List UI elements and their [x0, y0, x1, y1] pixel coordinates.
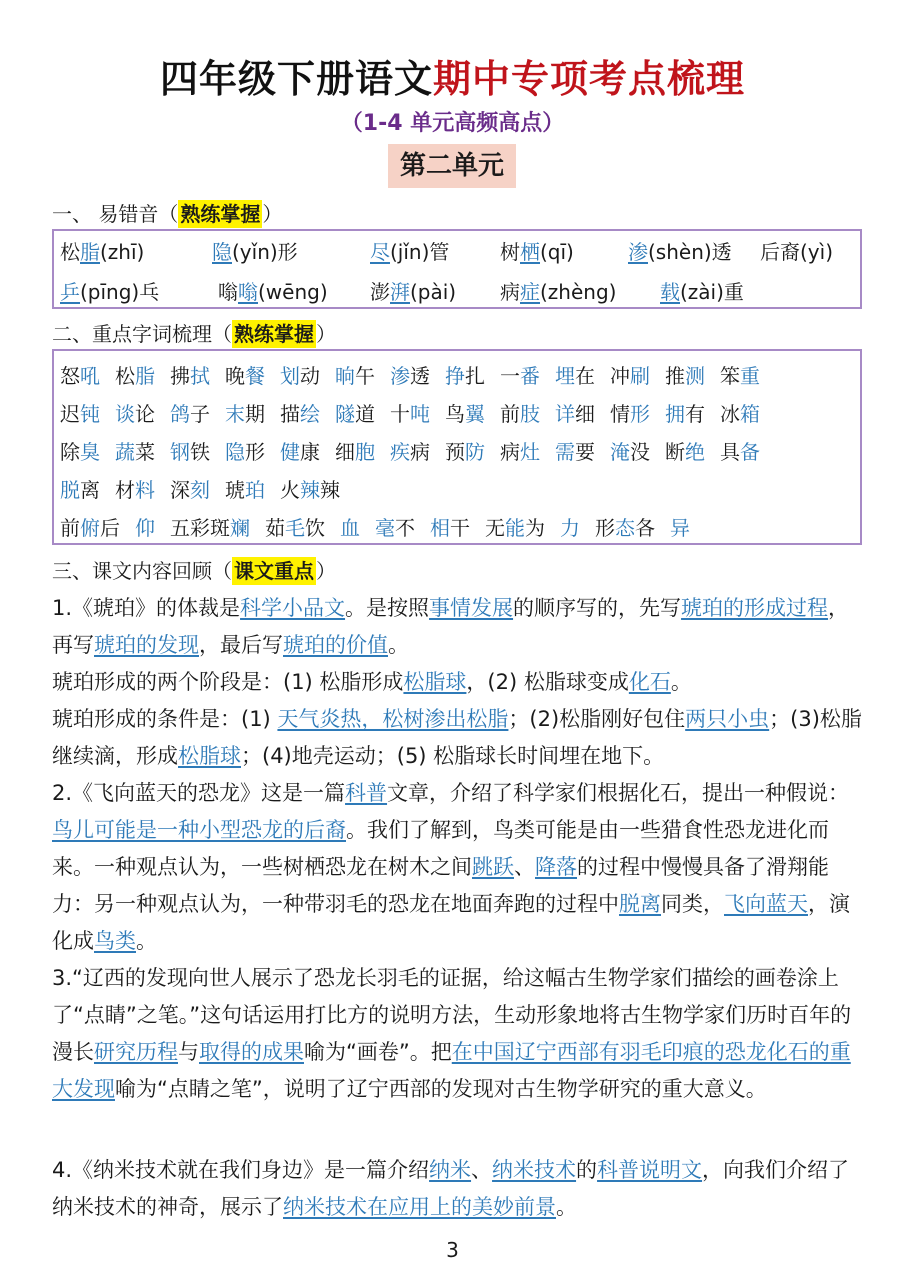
- pronunciation-item: [370, 236, 449, 265]
- pronunciation-item: [660, 276, 744, 305]
- section-2-heading: [52, 318, 336, 347]
- vocabulary-key-char: 淹: [610, 440, 630, 464]
- title-part-2: 期中专项考点梳理: [433, 56, 746, 101]
- vocabulary-row: [60, 360, 775, 389]
- vocabulary-text: 菜: [135, 440, 155, 464]
- vocabulary-key-char: 测: [685, 364, 705, 388]
- vocabulary-text: 五彩斑: [170, 516, 230, 540]
- vocabulary-text: 松: [115, 364, 135, 388]
- vocabulary-key-char: 毛: [285, 516, 305, 540]
- vocabulary-text: 要: [575, 440, 595, 464]
- pronunciation-key-char: 载: [660, 280, 680, 304]
- pronunciation-item: [370, 276, 456, 305]
- vocabulary-word: [170, 398, 210, 427]
- paragraph-text: ；(4)地壳运动；(5) 松脂球长时间埋在地下。: [241, 744, 665, 768]
- vocabulary-text: 辣: [320, 478, 340, 502]
- vocabulary-word: [115, 436, 155, 465]
- vocabulary-key-char: 珀: [245, 478, 265, 502]
- vocabulary-word: [115, 474, 155, 503]
- pronunciation-text: 病: [500, 280, 520, 304]
- vocabulary-word: [445, 360, 485, 389]
- pronunciation-item: [760, 236, 833, 265]
- vocabulary-key-char: 绘: [300, 402, 320, 426]
- vocabulary-key-char: 刷: [630, 364, 650, 388]
- vocabulary-text: 离: [80, 478, 100, 502]
- vocabulary-text: 病: [500, 440, 520, 464]
- vocabulary-key-char: 划: [280, 364, 300, 388]
- vocabulary-word: [170, 512, 250, 541]
- vocabulary-text: 冰: [720, 402, 740, 426]
- vocabulary-key-char: 仰: [135, 516, 155, 540]
- key-phrase: 降落: [535, 855, 577, 879]
- vocabulary-key-char: 晌: [335, 364, 355, 388]
- vocabulary-word: [135, 512, 155, 541]
- pronunciation-item: [60, 276, 159, 305]
- vocabulary-key-char: 挣: [445, 364, 465, 388]
- review-paragraph: [52, 701, 862, 775]
- vocabulary-key-char: 健: [280, 440, 300, 464]
- section-3-highlight: 课文重点: [234, 559, 314, 583]
- paragraph-text: ，最后写: [199, 633, 283, 657]
- paragraph-text: 。是按照: [345, 596, 430, 620]
- paragraph-text: 的顺序写的，先写: [513, 596, 682, 620]
- vocabulary-row: [60, 474, 355, 503]
- pronunciation-text: (zhèng): [540, 280, 617, 304]
- vocabulary-word: [280, 474, 340, 503]
- vocabulary-word: [720, 436, 760, 465]
- vocabulary-text: 晚: [225, 364, 245, 388]
- vocabulary-text: 饮: [305, 516, 325, 540]
- vocabulary-word: [445, 436, 485, 465]
- section-3-label: 三、课文内容回顾（: [52, 559, 232, 583]
- vocabulary-text: 除: [60, 440, 80, 464]
- pronunciation-text: (zhī): [100, 240, 145, 264]
- paragraph-text: 3.“辽西的发现向世人展示了恐龙长羽毛的证据，给这幅古生物学家们描绘的画卷涂上了“点睛”之笔。”这句话运用打比方的说明方法，生动形象地将古生物学家们历时百年的漫长: [52, 966, 852, 1064]
- vocabulary-text: 笨: [720, 364, 740, 388]
- pronunciation-key-char: 渗: [628, 240, 648, 264]
- vocabulary-word: [170, 360, 210, 389]
- title-part-1: 四年级下册语文: [159, 56, 433, 101]
- vocabulary-word: [60, 474, 100, 503]
- vocabulary-text: 形: [245, 440, 265, 464]
- vocabulary-word: [340, 512, 360, 541]
- pronunciation-key-char: 栖: [520, 240, 540, 264]
- vocabulary-key-char: 谈: [115, 402, 135, 426]
- key-phrase: 松脂球: [178, 744, 241, 768]
- key-phrase: 跳跃: [472, 855, 514, 879]
- vocabulary-row: [60, 436, 775, 465]
- pronunciation-text: (shèn)透: [648, 240, 732, 264]
- pronunciation-item: [60, 236, 144, 265]
- vocabulary-word: [665, 360, 705, 389]
- key-phrase: 纳米: [429, 1158, 472, 1182]
- key-phrase: 飞向蓝天: [724, 892, 808, 916]
- paragraph-text: 。我们了解到，鸟类可能是由一些猎食性恐龙进化而来。一种观点认为，一些树栖恐龙在树木之间: [52, 818, 829, 879]
- vocabulary-key-char: 重: [740, 364, 760, 388]
- review-paragraph: [52, 590, 862, 664]
- vocabulary-key-char: 隐: [225, 440, 245, 464]
- vocabulary-text: 在: [575, 364, 595, 388]
- vocabulary-word: [500, 398, 540, 427]
- vocabulary-word: [390, 436, 430, 465]
- vocabulary-text: 拂: [170, 364, 190, 388]
- vocabulary-text: 各: [635, 516, 655, 540]
- vocabulary-text: 透: [410, 364, 430, 388]
- pronunciation-key-char: 症: [520, 280, 540, 304]
- vocabulary-key-char: 番: [520, 364, 540, 388]
- key-phrase: 琥珀的形成过程: [681, 596, 829, 620]
- key-phrase: 研究历程: [94, 1040, 178, 1064]
- paragraph-text: 琥珀形成的两个阶段是：(1) 松脂形成: [52, 670, 404, 694]
- vocabulary-key-char: 隧: [335, 402, 355, 426]
- pronunciation-key-char: 隐: [212, 240, 232, 264]
- vocabulary-text: 后: [100, 516, 120, 540]
- vocabulary-word: [60, 360, 100, 389]
- vocabulary-text: 午: [355, 364, 375, 388]
- vocabulary-key-char: 埋: [555, 364, 575, 388]
- vocabulary-word: [610, 398, 650, 427]
- review-paragraph: [52, 664, 862, 701]
- vocabulary-word: [610, 360, 650, 389]
- page-number: 3: [446, 1238, 459, 1262]
- pronunciation-key-char: 尽: [370, 240, 390, 264]
- vocabulary-key-char: 能: [505, 516, 525, 540]
- pronunciation-text: (qī): [540, 240, 574, 264]
- vocabulary-text: 细: [575, 402, 595, 426]
- paragraph-text: 。: [670, 670, 692, 694]
- vocabulary-word: [665, 398, 705, 427]
- vocabulary-word: [390, 360, 430, 389]
- key-phrase: 化石: [628, 670, 671, 694]
- vocabulary-text: 预: [445, 440, 465, 464]
- key-phrase: 两只小虫: [685, 707, 770, 731]
- vocabulary-key-char: 臭: [80, 440, 100, 464]
- pronunciation-key-char: 乒: [60, 280, 80, 304]
- pronunciation-item: [500, 276, 616, 305]
- vocabulary-text: 动: [300, 364, 320, 388]
- vocabulary-word: [335, 360, 375, 389]
- vocabulary-key-char: 末: [225, 402, 245, 426]
- vocabulary-word: [665, 436, 705, 465]
- vocabulary-word: [60, 512, 120, 541]
- key-phrase: 天气炎热，松树渗出松脂: [277, 707, 509, 731]
- vocabulary-word: [555, 360, 595, 389]
- vocabulary-word: [720, 398, 760, 427]
- vocabulary-text: 一: [500, 364, 520, 388]
- vocabulary-word: [610, 436, 650, 465]
- pronunciation-item: [212, 236, 298, 265]
- vocabulary-key-char: 脂: [135, 364, 155, 388]
- section-2-highlight: 熟练掌握: [234, 322, 314, 346]
- vocabulary-word: [225, 398, 265, 427]
- vocabulary-key-char: 吼: [80, 364, 100, 388]
- vocabulary-word: [265, 512, 325, 541]
- paragraph-text: 。: [556, 1195, 577, 1219]
- pronunciation-key-char: 脂: [80, 240, 100, 264]
- vocabulary-word: [115, 398, 155, 427]
- vocabulary-text: 论: [135, 402, 155, 426]
- pronunciation-text: 澎: [370, 280, 390, 304]
- key-phrase: 鸟儿可能是一种小型恐龙的后裔: [52, 818, 346, 842]
- vocabulary-text: 具: [720, 440, 740, 464]
- pronunciation-text: 嗡: [218, 280, 238, 304]
- vocabulary-text: 火: [280, 478, 300, 502]
- paragraph-text: ；(2)松脂刚好包住: [508, 707, 686, 731]
- unit-label: 第二单元: [388, 144, 516, 188]
- section-1-heading: [52, 198, 282, 227]
- pronunciation-key-char: 嗡: [238, 280, 258, 304]
- key-phrase: 在中国辽宁西部有羽毛印痕的恐龙化石的重大发现: [52, 1040, 851, 1101]
- vocabulary-word: [485, 512, 545, 541]
- vocabulary-text: 细: [335, 440, 355, 464]
- vocabulary-key-char: 态: [615, 516, 635, 540]
- vocabulary-text: 干: [450, 516, 470, 540]
- vocabulary-key-char: 刻: [190, 478, 210, 502]
- vocabulary-word: [115, 360, 155, 389]
- paragraph-text: ，再写: [52, 596, 850, 657]
- pronunciation-text: (yǐn)形: [232, 240, 298, 264]
- paragraph-text: 、: [471, 1158, 493, 1182]
- key-phrase: 纳米技术在应用上的美妙前景: [283, 1195, 556, 1219]
- vocabulary-word: [225, 436, 265, 465]
- vocabulary-text: 情: [610, 402, 630, 426]
- vocabulary-text: 茹: [265, 516, 285, 540]
- section-1-close: ）: [262, 202, 283, 226]
- review-paragraph: [52, 1152, 862, 1226]
- key-phrase: 脱离: [619, 892, 661, 916]
- key-phrase: 取得的成果: [199, 1040, 304, 1064]
- vocabulary-key-char: 脱: [60, 478, 80, 502]
- paragraph-text: 。: [136, 929, 157, 953]
- vocabulary-key-char: 拥: [665, 402, 685, 426]
- key-phrase: 事情发展: [429, 596, 514, 620]
- vocabulary-text: 为: [525, 516, 545, 540]
- vocabulary-key-char: 翼: [465, 402, 485, 426]
- vocabulary-text: 道: [355, 402, 375, 426]
- subtitle: （1-4 单元高频高点）: [340, 111, 565, 136]
- paragraph-text: ，(2) 松脂球变成: [466, 670, 629, 694]
- section-2-label: 二、重点字词梳理（: [52, 322, 232, 346]
- vocabulary-key-char: 胞: [355, 440, 375, 464]
- vocabulary-text: 没: [630, 440, 650, 464]
- vocabulary-text: 子: [190, 402, 210, 426]
- vocabulary-text: 无: [485, 516, 505, 540]
- vocabulary-text: 前: [60, 516, 80, 540]
- vocabulary-word: [445, 398, 485, 427]
- vocabulary-word: [170, 474, 210, 503]
- paragraph-text: 4.《纳米技术就在我们身边》是一篇介绍: [52, 1158, 430, 1182]
- vocabulary-key-char: 疾: [390, 440, 410, 464]
- section-3-close: ）: [316, 559, 336, 583]
- paragraph-text: ，演化成: [52, 892, 850, 953]
- vocabulary-key-char: 拭: [190, 364, 210, 388]
- vocabulary-word: [280, 436, 320, 465]
- vocabulary-text: 怒: [60, 364, 80, 388]
- vocabulary-key-char: 形: [630, 402, 650, 426]
- section-3-heading: [52, 555, 336, 584]
- paragraph-text: 的过程中慢慢具备了滑翔能力：另一种观点认为，一种带羽毛的恐龙在地面奔跑的过程中: [52, 855, 829, 916]
- paragraph-text: 、: [514, 855, 535, 879]
- vocabulary-text: 断: [665, 440, 685, 464]
- vocabulary-text: 期: [245, 402, 265, 426]
- paragraph-text: 的: [576, 1158, 598, 1182]
- vocabulary-word: [500, 436, 540, 465]
- pronunciation-key-char: 湃: [390, 280, 410, 304]
- vocabulary-word: [375, 512, 415, 541]
- vocabulary-word: [555, 436, 595, 465]
- vocabulary-key-char: 异: [670, 516, 690, 540]
- vocabulary-word: [500, 360, 540, 389]
- vocabulary-key-char: 渗: [390, 364, 410, 388]
- paragraph-text: 。: [388, 633, 409, 657]
- vocabulary-text: 材: [115, 478, 135, 502]
- key-phrase: 琥珀的价值: [283, 633, 388, 657]
- paragraph-text: 1.《琥珀》的体裁是: [52, 596, 241, 620]
- vocabulary-key-char: 斓: [230, 516, 250, 540]
- vocabulary-text: 琥: [225, 478, 245, 502]
- pronunciation-item: [500, 236, 574, 265]
- vocabulary-key-char: 需: [555, 440, 575, 464]
- pronunciation-text: (zài)重: [680, 280, 744, 304]
- vocabulary-text: 鸟: [445, 402, 465, 426]
- vocabulary-key-char: 绝: [685, 440, 705, 464]
- vocabulary-key-char: 血: [340, 516, 360, 540]
- vocabulary-text: 深: [170, 478, 190, 502]
- key-phrase: 科普说明文: [597, 1158, 703, 1182]
- vocabulary-key-char: 箱: [740, 402, 760, 426]
- paragraph-text: 与: [178, 1040, 199, 1064]
- vocabulary-key-char: 吨: [410, 402, 430, 426]
- pronunciation-text: 后裔(yì): [760, 240, 833, 264]
- vocabulary-key-char: 备: [740, 440, 760, 464]
- vocabulary-key-char: 钢: [170, 440, 190, 464]
- paragraph-text: 喻为“点睛之笔”，说明了辽宁西部的发现对古生物学研究的重大意义。: [115, 1077, 767, 1101]
- vocabulary-text: 迟: [60, 402, 80, 426]
- paragraph-text: 琥珀形成的条件是：(1): [52, 707, 278, 731]
- vocabulary-key-char: 俯: [80, 516, 100, 540]
- pronunciation-text: (pīng)乓: [80, 280, 160, 304]
- vocabulary-key-char: 餐: [245, 364, 265, 388]
- vocabulary-key-char: 灶: [520, 440, 540, 464]
- vocabulary-word: [225, 360, 265, 389]
- paragraph-text: ，向我们介绍了纳米技术的神奇，展示了: [52, 1158, 850, 1219]
- paragraph-text: 2.《飞向蓝天的恐龙》这是一篇: [52, 781, 346, 805]
- vocabulary-word: [280, 398, 320, 427]
- vocabulary-text: 十: [390, 402, 410, 426]
- section-1-highlight: 熟练掌握: [180, 202, 261, 226]
- key-phrase: 纳米技术: [492, 1158, 577, 1182]
- vocabulary-text: 形: [595, 516, 615, 540]
- paragraph-text: 喻为“画卷”。把: [304, 1040, 452, 1064]
- vocabulary-text: 康: [300, 440, 320, 464]
- review-paragraph: [52, 775, 862, 960]
- vocabulary-key-char: 蔬: [115, 440, 135, 464]
- vocabulary-word: [60, 436, 100, 465]
- vocabulary-key-char: 肢: [520, 402, 540, 426]
- pronunciation-text: (pài): [410, 280, 457, 304]
- vocabulary-text: 病: [410, 440, 430, 464]
- vocabulary-row: [60, 398, 775, 427]
- section-2-close: ）: [316, 322, 336, 346]
- vocabulary-text: 不: [395, 516, 415, 540]
- vocabulary-text: 扎: [465, 364, 485, 388]
- vocabulary-text: 描: [280, 402, 300, 426]
- pronunciation-text: 松: [60, 240, 80, 264]
- key-phrase: 科学小品文: [240, 596, 346, 620]
- key-phrase: 松脂球: [403, 670, 467, 694]
- paragraph-text: 文章，介绍了科学家们根据化石，提出一种假说：: [387, 781, 850, 805]
- vocabulary-row: [60, 512, 705, 541]
- vocabulary-key-char: 详: [555, 402, 575, 426]
- vocabulary-word: [670, 512, 690, 541]
- vocabulary-text: 铁: [190, 440, 210, 464]
- vocabulary-key-char: 毫: [375, 516, 395, 540]
- vocabulary-text: 推: [665, 364, 685, 388]
- page-title: [0, 48, 905, 103]
- pronunciation-text: (jǐn)管: [390, 240, 450, 264]
- vocabulary-key-char: 防: [465, 440, 485, 464]
- pronunciation-text: (wēng): [258, 280, 328, 304]
- vocabulary-text: 前: [500, 402, 520, 426]
- paragraph-text: ；(3)松脂继续滴，形成: [52, 707, 862, 768]
- paragraph-text: 同类，: [661, 892, 724, 916]
- pronunciation-item: [628, 236, 732, 265]
- vocabulary-word: [170, 436, 210, 465]
- vocabulary-word: [60, 398, 100, 427]
- vocabulary-word: [560, 512, 580, 541]
- vocabulary-key-char: 力: [560, 516, 580, 540]
- vocabulary-key-char: 料: [135, 478, 155, 502]
- vocabulary-word: [555, 398, 595, 427]
- vocabulary-word: [430, 512, 470, 541]
- vocabulary-word: [335, 398, 375, 427]
- vocabulary-key-char: 鸽: [170, 402, 190, 426]
- vocabulary-word: [225, 474, 265, 503]
- review-paragraph: [52, 960, 862, 1108]
- vocabulary-word: [335, 436, 375, 465]
- vocabulary-word: [720, 360, 760, 389]
- key-phrase: 鸟类: [94, 929, 136, 953]
- vocabulary-text: 有: [685, 402, 705, 426]
- vocabulary-key-char: 相: [430, 516, 450, 540]
- key-phrase: 科普: [345, 781, 388, 805]
- pronunciation-text: 树: [500, 240, 520, 264]
- vocabulary-word: [390, 398, 430, 427]
- section-1-label: 一、 易错音（: [52, 202, 179, 226]
- vocabulary-word: [595, 512, 655, 541]
- vocabulary-text: 冲: [610, 364, 630, 388]
- vocabulary-key-char: 辣: [300, 478, 320, 502]
- pronunciation-item: [218, 276, 328, 305]
- vocabulary-word: [280, 360, 320, 389]
- vocabulary-key-char: 钝: [80, 402, 100, 426]
- key-phrase: 琥珀的发现: [94, 633, 199, 657]
